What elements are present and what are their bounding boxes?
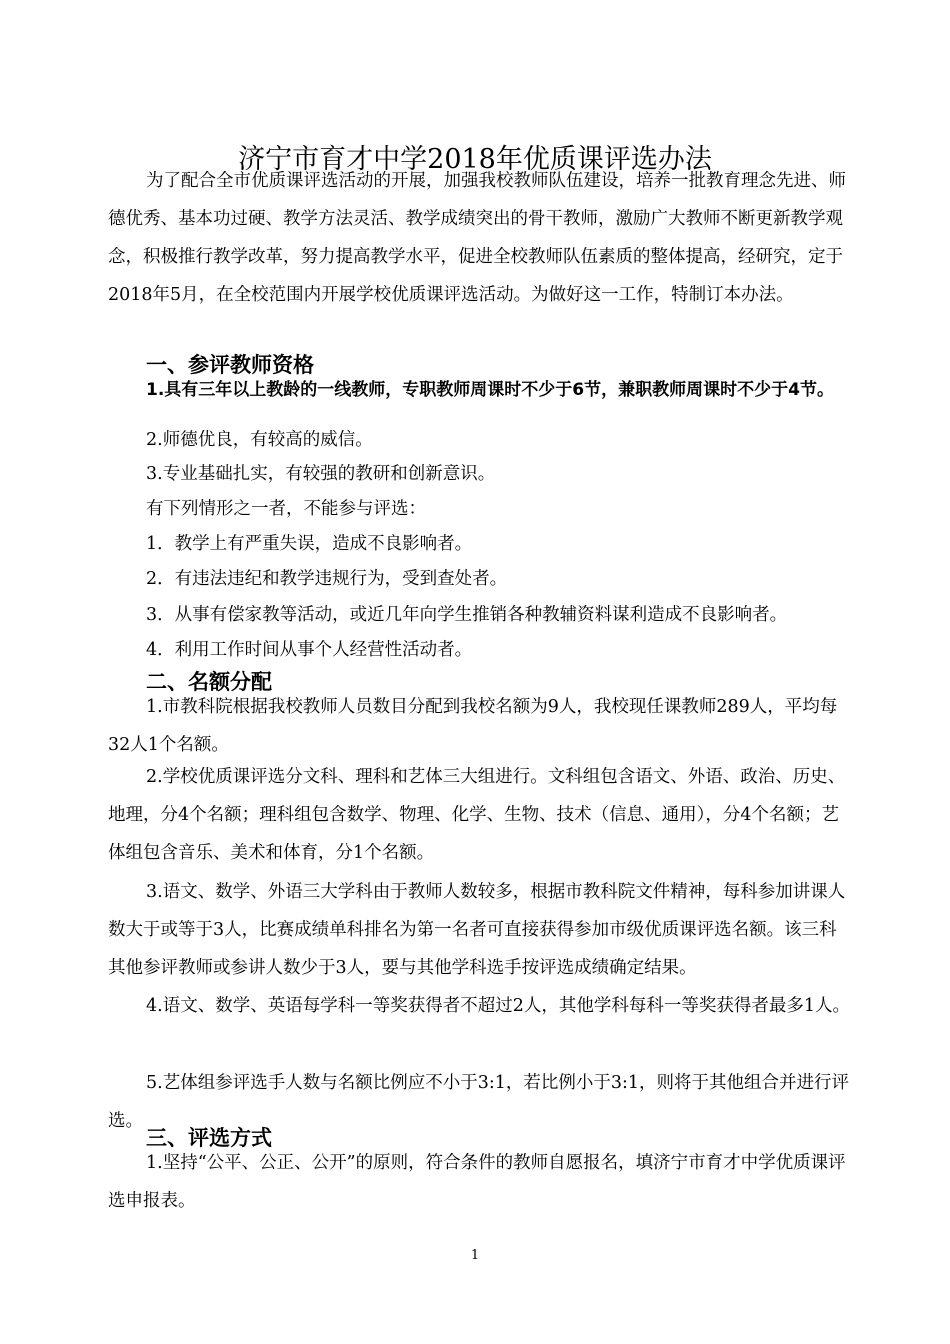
method-item-1: 1.坚持“公平、公正、公开”的原则，符合条件的教师自愿报名，填济宁市育才中学优质课评选申报表。 [108, 1153, 846, 1211]
quota-item-2: 2.学校优质课评选分文科、理科和艺体三大组进行。文科组包含语文、外语、政治、历史、地理，分4个名额；理科组包含数学、物理、化学、生物、技术（信息、通用），分4个名额；艺体组包含音乐、美术和体育，分1个名额。 [108, 767, 846, 863]
quota-item-4: 4.语文、数学、英语每学科一等奖获得者不超过2人，其他学科每科一等奖获得者最多1人。 [146, 996, 850, 1016]
eligibility-item-2: 2.师德优良，有较高的威信。 [146, 430, 373, 450]
quota-item-5: 5.艺体组参评选手人数与名额比例应不小于3:1，若比例小于3:1，则将于其他组合并进行评选。 [108, 1073, 850, 1131]
exclusion-intro: 有下列情形之一者，不能参与评选： [146, 499, 426, 519]
intro-paragraph: 为了配合全市优质课评选活动的开展，加强我校教师队伍建设，培养一批教育理念先进、师德优秀、基本功过硬、教学方法灵活、教学成绩突出的骨干教师，激励广大教师不断更新教学观念，积极推行教学改革，努力提高教学水平，促进全校教师队伍素质的整体提高，经研究，定于2018年5月，在全校范围内开展学校优质课评选活动。为做好这一工作，特制订本办法。 [108, 171, 846, 305]
section-heading-method: 三、评选方式 [146, 1126, 272, 1150]
exclusion-item-3: 3．从事有偿家教等活动，或近几年向学生推销各种教辅资料谋利造成不良影响者。 [146, 605, 788, 625]
quota-item-3: 3.语文、数学、外语三大学科由于教师人数较多，根据市教科院文件精神，每科参加讲课人数大于或等于3人，比赛成绩单科排名为第一名者可直接获得参加市级优质课评选名额。该三科其他参评教师或参讲人数少于3人，要与其他学科选手按评选成绩确定结果。 [108, 882, 846, 978]
document-title: 济宁市育才中学2018年优质课评选办法 [238, 144, 712, 176]
section-heading-quota: 二、名额分配 [146, 670, 272, 694]
quota-item-1: 1.市教科院根据我校教师人员数目分配到我校名额为9人，我校现任课教师289人，平均每32人1个名额。 [108, 697, 838, 755]
page-number: 1 [470, 1248, 480, 1263]
exclusion-item-2: 2．有违法违纪和教学违规行为，受到查处者。 [146, 569, 508, 589]
eligibility-item-3: 3.专业基础扎实，有较强的教研和创新意识。 [146, 464, 496, 484]
exclusion-item-4: 4．利用工作时间从事个人经营性活动者。 [146, 640, 473, 660]
eligibility-item-1: 1.具有三年以上教龄的一线教师，专职教师周课时不少于6节，兼职教师周课时不少于4节。 [146, 380, 834, 400]
section-heading-eligibility: 一、参评教师资格 [146, 353, 314, 377]
exclusion-item-1: 1．教学上有严重失误，造成不良影响者。 [146, 534, 473, 554]
